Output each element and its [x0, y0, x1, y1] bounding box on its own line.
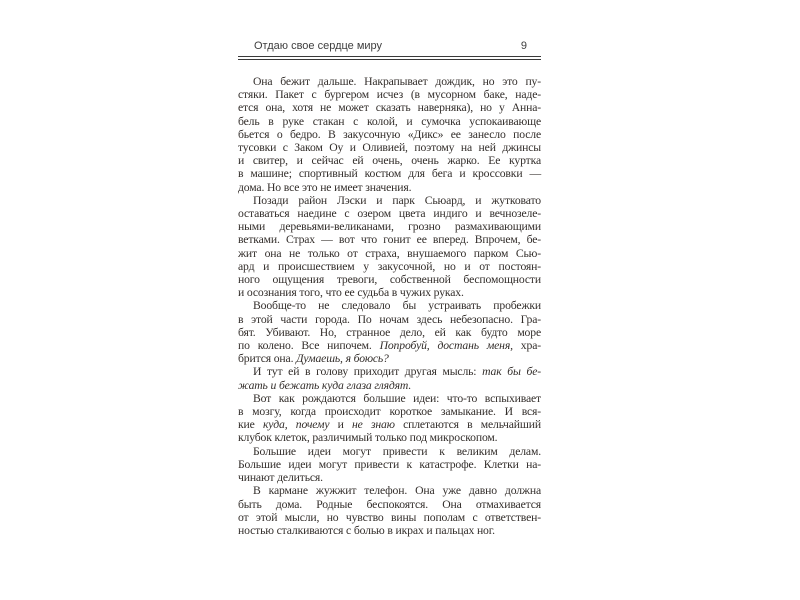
- italic-text-segment: Думаешь, я боюсь?: [296, 352, 389, 366]
- text-line: [238, 207, 541, 220]
- text-segment: В кармане жужжит телефон. Она уже давно должна: [253, 484, 541, 498]
- text-segment: кие: [238, 418, 263, 432]
- text-segment: ностью сталкиваются с болью в икрах и пальцах ног.: [238, 523, 495, 537]
- text-line: [238, 326, 541, 339]
- text-segment: Позади район Лэски и парк Сьюард, и жутковато: [253, 193, 541, 207]
- text-segment: от этой мысли, но чувство вины пополам с ответствен-: [238, 510, 541, 524]
- page-number: 9: [520, 40, 527, 52]
- paragraph: [238, 299, 541, 365]
- running-title: Отдаю свое сердце миру: [254, 40, 383, 52]
- text-line: [238, 498, 541, 511]
- text-line: [238, 458, 541, 471]
- page-content-column: [238, 0, 541, 537]
- paragraph: [238, 194, 541, 300]
- text-line: [238, 141, 541, 154]
- text-segment: сплетаются в мельчайший: [394, 418, 541, 432]
- text-line: [238, 511, 541, 524]
- italic-text-segment: Попробуй, достань меня,: [379, 339, 513, 353]
- paragraph: [238, 484, 541, 537]
- text-line: [238, 273, 541, 286]
- text-line: [238, 220, 541, 233]
- text-line: [238, 233, 541, 246]
- text-segment: по колено. Все нипочем.: [238, 339, 380, 353]
- text-segment: брится она.: [238, 352, 297, 366]
- text-line: [238, 260, 541, 273]
- text-line: [238, 405, 541, 418]
- text-segment: Вот как рождаются большие идеи: что-то вспыхивает: [253, 391, 541, 405]
- paragraph: [238, 445, 541, 485]
- italic-text-segment: жать и бежать куда глаза глядят.: [238, 378, 412, 392]
- text-line: [238, 101, 541, 114]
- text-line: [238, 128, 541, 141]
- text-line: [238, 392, 541, 405]
- text-segment: бят. Убивают. Но, странное дело, ей как будто море: [238, 325, 541, 339]
- text-segment: быть дома. Родные беспокоятся. Она отмахивается: [238, 497, 541, 511]
- text-segment: тусовки с Заком Оу и Оливией, поэтому на ней джинсы: [238, 141, 541, 155]
- text-segment: бьется о бедро. В закусочную «Дикс» ее занесло после: [238, 127, 541, 141]
- text-segment: и: [329, 418, 353, 432]
- text-line: [238, 365, 541, 378]
- page-header: [238, 40, 541, 60]
- text-segment: и свитер, и сейчас ей очень, очень жарко. Ее куртка: [238, 154, 541, 168]
- text-segment: жит она не только от страха, внушаемого парком Сью-: [238, 246, 541, 260]
- text-line: [238, 194, 541, 207]
- text-line: [238, 431, 541, 444]
- text-segment: стяки. Пакет с бургером исчез (в мусорном баке, наде-: [238, 88, 541, 102]
- text-segment: чинают делиться.: [238, 471, 323, 485]
- paragraph: [238, 75, 541, 194]
- italic-text-segment: не знаю: [352, 418, 395, 432]
- text-line: [238, 484, 541, 497]
- text-segment: Большие идеи могут привести к великим делам.: [253, 444, 541, 458]
- italic-text-segment: куда, почему: [262, 418, 330, 432]
- text-segment: оставаться наедине с озером цвета индиго и вечнозеле-: [238, 207, 541, 221]
- text-segment: клубок клеток, различимый только под микроскопом.: [238, 431, 498, 445]
- header-row: [238, 40, 541, 52]
- text-line: [238, 88, 541, 101]
- text-segment: в этой части города. По ночам здесь небезопасно. Гра-: [238, 312, 541, 326]
- text-segment: в мозгу, когда происходит короткое замыкание. И вся-: [238, 405, 541, 419]
- text-segment: Вообще-то не следовало бы устраивать пробежки: [253, 299, 541, 313]
- italic-text-segment: так бы бе-: [482, 365, 541, 379]
- text-segment: ется она, хотя не может сказать наверняка), но у Анна-: [238, 101, 541, 115]
- paragraph: [238, 365, 541, 391]
- page-body: [238, 75, 541, 537]
- text-line: [238, 154, 541, 167]
- text-segment: и осознания того, что ее судьба в чужих руках.: [238, 286, 464, 300]
- text-segment: хра-: [512, 339, 541, 353]
- text-line: [238, 352, 541, 365]
- text-line: [238, 445, 541, 458]
- text-segment: Большие идеи могут привести к катастрофе. Клетки на-: [238, 457, 541, 471]
- text-line: [238, 286, 541, 299]
- text-line: [238, 418, 541, 431]
- text-line: [238, 75, 541, 88]
- text-segment: ард и происшествием у закусочной, но и от постоян-: [238, 259, 541, 273]
- header-rule: [238, 56, 541, 60]
- text-segment: бель в руке стакан с колой, и сумочка успокаивающе: [238, 114, 541, 128]
- text-segment: в машине; спортивный костюм для бега и кроссовки —: [238, 167, 541, 181]
- text-segment: ными деревьями-великанами, грозно размахивающими: [238, 220, 541, 234]
- text-line: [238, 167, 541, 180]
- text-line: [238, 524, 541, 537]
- text-line: [238, 247, 541, 260]
- text-segment: ного ощущения тревоги, собственной беспомощности: [238, 273, 541, 287]
- text-segment: И тут ей в голову приходит другая мысль:: [253, 365, 483, 379]
- text-line: [238, 379, 541, 392]
- text-segment: дома. Но все это не имеет значения.: [238, 180, 412, 194]
- paragraph: [238, 392, 541, 445]
- text-segment: ветками. Страх — вот что гонит ее вперед. Впрочем, бе-: [238, 233, 541, 247]
- text-line: [238, 299, 541, 312]
- text-line: [238, 181, 541, 194]
- text-line: [238, 313, 541, 326]
- text-line: [238, 471, 541, 484]
- text-line: [238, 339, 541, 352]
- text-segment: Она бежит дальше. Накрапывает дождик, но это пу-: [253, 75, 541, 88]
- text-line: [238, 115, 541, 128]
